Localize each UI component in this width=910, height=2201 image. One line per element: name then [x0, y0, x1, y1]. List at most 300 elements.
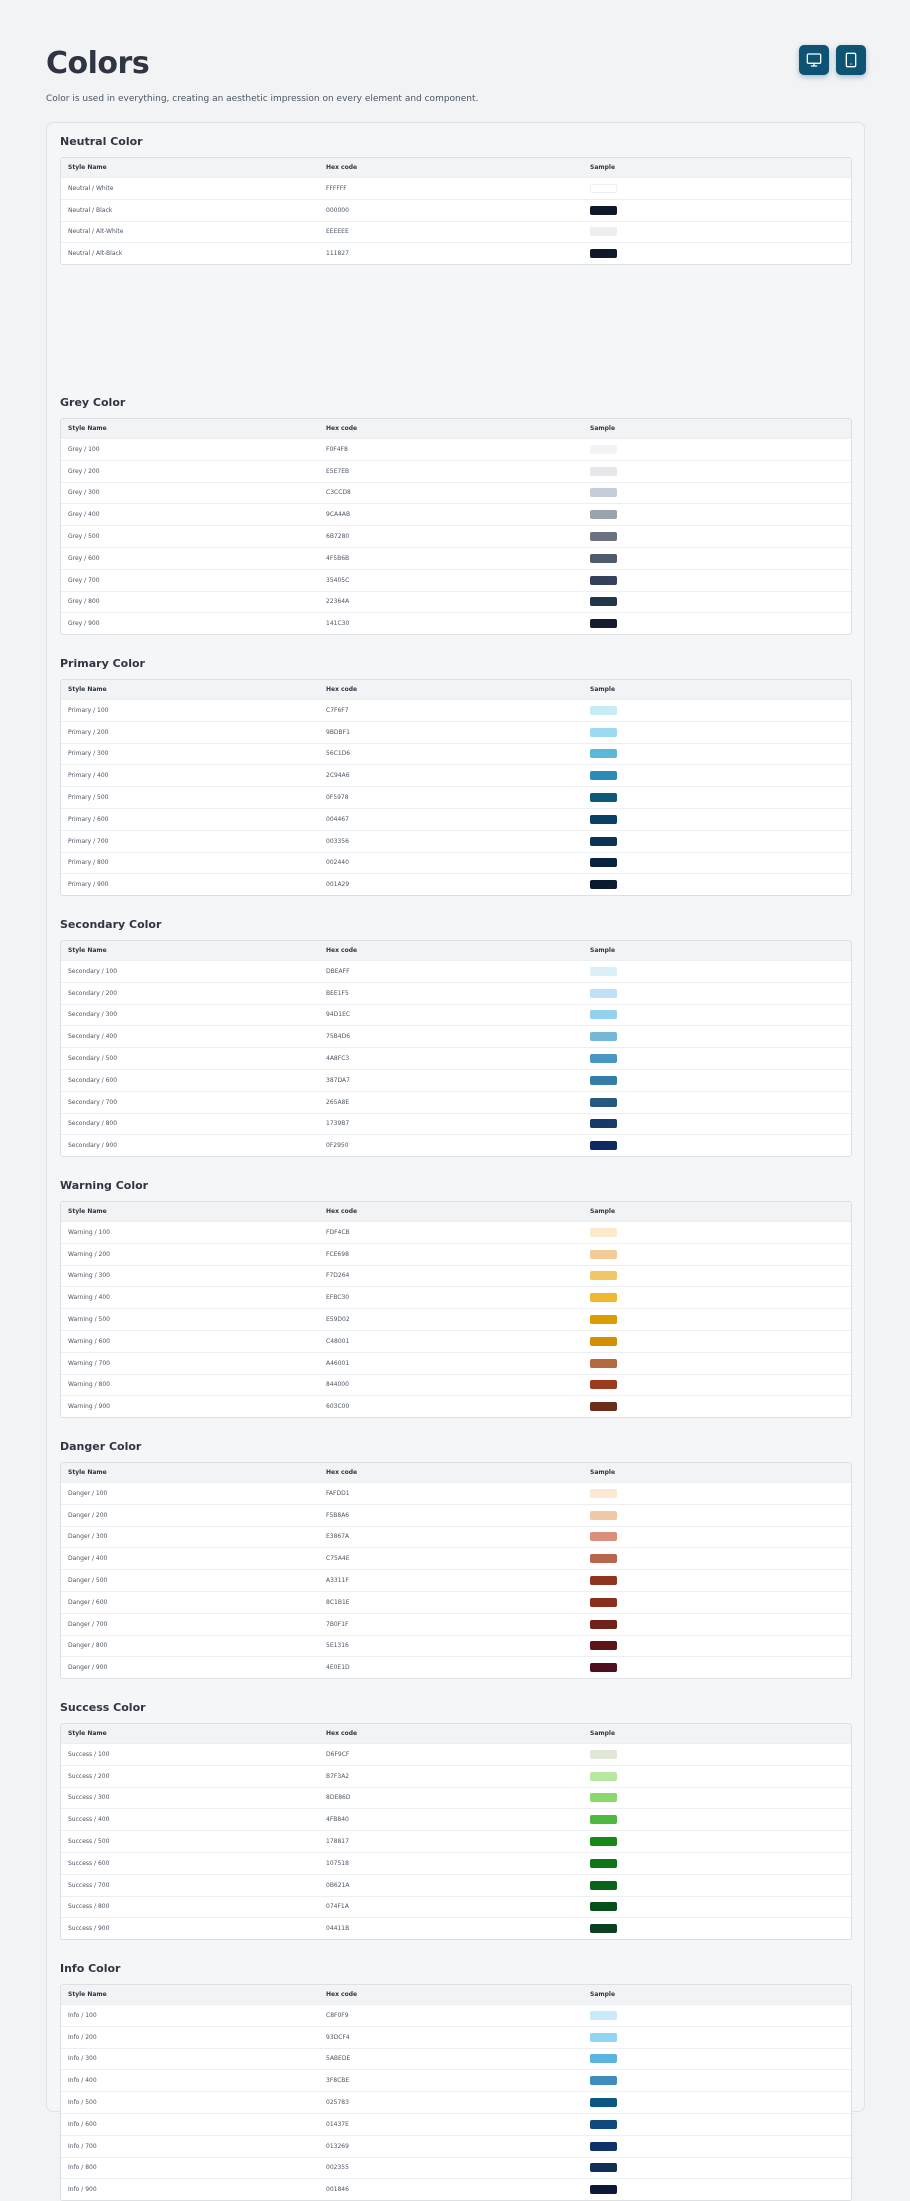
sample-cell: [587, 1532, 851, 1541]
color-swatch: [590, 2098, 617, 2107]
section-title: Secondary Color: [60, 918, 162, 931]
sample-cell: [587, 554, 851, 563]
hex-code-cell: C7F6F7: [326, 706, 349, 714]
sample-cell: [587, 619, 851, 628]
table-row: [61, 612, 851, 634]
style-name-cell: Warning / 400: [68, 1294, 110, 1302]
color-swatch: [590, 1576, 617, 1585]
style-name-cell: Success / 400: [68, 1816, 110, 1824]
hex-code-cell: 844000: [326, 1381, 349, 1389]
table-row: [61, 2113, 851, 2135]
sample-cell: [587, 249, 851, 258]
style-name-cell: Secondary / 900: [68, 1142, 118, 1150]
table-row: [61, 482, 851, 504]
color-swatch: [590, 2120, 617, 2129]
sample-cell: [587, 532, 851, 541]
hex-code-cell: 8C1B1E: [326, 1598, 350, 1606]
style-name-cell: Info / 200: [68, 2033, 97, 2041]
table-row: [61, 1330, 851, 1352]
sample-cell: [587, 1663, 851, 1672]
color-swatch: [590, 597, 617, 606]
style-name-cell: Primary / 900: [68, 881, 109, 889]
color-swatch: [590, 488, 617, 497]
color-swatch: [590, 1793, 617, 1802]
sample-cell: [587, 1359, 851, 1368]
table-row: [61, 1265, 851, 1287]
style-name-cell: Danger / 500: [68, 1577, 108, 1585]
sample-cell: [587, 206, 851, 215]
color-swatch: [590, 619, 617, 628]
table-row: [61, 1808, 851, 1830]
hex-code-cell: E59D02: [326, 1316, 350, 1324]
hex-code-cell: 178817: [326, 1838, 349, 1846]
color-swatch: [590, 1098, 617, 1107]
sample-cell: [587, 2163, 851, 2172]
hex-code-cell: 9CA4AB: [326, 511, 351, 519]
sample-cell: [587, 1772, 851, 1781]
column-header-hex-code: Hex code: [326, 425, 358, 432]
color-swatch: [590, 1881, 617, 1890]
table-row: [61, 1591, 851, 1613]
hex-code-cell: 001846: [326, 2186, 349, 2194]
color-section: [60, 1179, 852, 1418]
color-swatch: [590, 1010, 617, 1019]
style-name-cell: Warning / 200: [68, 1250, 110, 1258]
style-name-cell: Info / 700: [68, 2142, 97, 2150]
style-name-cell: Secondary / 600: [68, 1076, 118, 1084]
style-name-cell: Grey / 300: [68, 489, 100, 497]
style-name-cell: Secondary / 800: [68, 1120, 118, 1128]
style-name-cell: Neutral / White: [68, 184, 114, 192]
table-row: [61, 1286, 851, 1308]
table-header: [61, 419, 851, 438]
style-name-cell: Primary / 600: [68, 815, 109, 823]
sample-cell: [587, 815, 851, 824]
sample-cell: [587, 1228, 851, 1237]
table-row: [61, 1787, 851, 1809]
color-section: [60, 1962, 852, 2201]
hex-code-cell: C3CCD8: [326, 489, 351, 497]
sample-cell: [587, 771, 851, 780]
hex-code-cell: 0F5978: [326, 794, 349, 802]
style-name-cell: Danger / 800: [68, 1642, 108, 1650]
sample-cell: [587, 467, 851, 476]
color-swatch: [590, 880, 617, 889]
hex-code-cell: 6B7280: [326, 533, 350, 541]
color-table: [60, 418, 852, 635]
style-name-cell: Info / 500: [68, 2099, 97, 2107]
color-swatch: [590, 206, 617, 215]
hex-code-cell: F5B8A6: [326, 1511, 350, 1519]
table-row: [61, 1091, 851, 1113]
color-swatch: [590, 184, 617, 193]
color-swatch: [590, 1119, 617, 1128]
color-swatch: [590, 1271, 617, 1280]
table-row: [61, 1765, 851, 1787]
table-header: [61, 1463, 851, 1482]
sample-cell: [587, 2054, 851, 2063]
sample-cell: [587, 2120, 851, 2129]
hex-code-cell: DBEAFF: [326, 967, 350, 975]
color-swatch: [590, 445, 617, 454]
style-name-cell: Danger / 600: [68, 1598, 108, 1606]
color-swatch: [590, 1532, 617, 1541]
sample-cell: [587, 1337, 851, 1346]
color-swatch: [590, 576, 617, 585]
sample-cell: [587, 184, 851, 193]
color-section: [60, 135, 852, 265]
hex-code-cell: 5E1316: [326, 1642, 349, 1650]
sample-cell: [587, 1598, 851, 1607]
table-row: [61, 1482, 851, 1504]
style-name-cell: Secondary / 700: [68, 1098, 118, 1106]
sample-cell: [587, 1032, 851, 1041]
column-header-hex-code: Hex code: [326, 1208, 358, 1215]
sample-cell: [587, 1859, 851, 1868]
hex-code-cell: 7B0F1F: [326, 1620, 349, 1628]
table-row: [61, 1243, 851, 1265]
table-row: [61, 1025, 851, 1047]
sample-cell: [587, 2185, 851, 2194]
table-row: [61, 873, 851, 895]
color-swatch: [590, 1837, 617, 1846]
sample-cell: [587, 1076, 851, 1085]
table-row: [61, 1308, 851, 1330]
hex-code-cell: 22364A: [326, 598, 350, 606]
sample-cell: [587, 1315, 851, 1324]
table-header: [61, 680, 851, 699]
sample-cell: [587, 597, 851, 606]
style-name-cell: Info / 400: [68, 2077, 97, 2085]
desktop-view-button[interactable]: [799, 45, 829, 75]
style-name-cell: Success / 600: [68, 1859, 110, 1867]
color-swatch: [590, 1402, 617, 1411]
color-palette-container: [46, 122, 865, 2194]
sample-cell: [587, 1576, 851, 1585]
color-swatch: [590, 2054, 617, 2063]
style-name-cell: Danger / 700: [68, 1620, 108, 1628]
style-name-cell: Primary / 700: [68, 837, 109, 845]
color-swatch: [590, 1076, 617, 1085]
table-row: [61, 1004, 851, 1026]
column-header-hex-code: Hex code: [326, 686, 358, 693]
hex-code-cell: A3311F: [326, 1577, 349, 1585]
table-row: [61, 199, 851, 221]
style-name-cell: Warning / 500: [68, 1316, 110, 1324]
style-name-cell: Warning / 100: [68, 1228, 110, 1236]
table-row: [61, 1743, 851, 1765]
hex-code-cell: 111827: [326, 250, 349, 258]
color-swatch: [590, 837, 617, 846]
column-header-hex-code: Hex code: [326, 1991, 358, 1998]
sample-cell: [587, 1141, 851, 1150]
color-swatch: [590, 2011, 617, 2020]
style-name-cell: Grey / 100: [68, 445, 100, 453]
style-name-cell: Warning / 900: [68, 1403, 110, 1411]
table-row: [61, 808, 851, 830]
color-swatch: [590, 1772, 617, 1781]
color-table: [60, 1462, 852, 1679]
color-swatch: [590, 1141, 617, 1150]
table-row: [61, 1134, 851, 1156]
color-swatch: [590, 1337, 617, 1346]
color-swatch: [590, 793, 617, 802]
page-subtitle: Color is used in everything, creating an aesthetic impression on every element and component.: [46, 94, 479, 104]
style-name-cell: Neutral / Black: [68, 206, 113, 214]
style-name-cell: Danger / 100: [68, 1489, 108, 1497]
hex-code-cell: F0F4F8: [326, 445, 348, 453]
color-swatch: [590, 1620, 617, 1629]
sample-cell: [587, 227, 851, 236]
hex-code-cell: A46001: [326, 1359, 350, 1367]
style-name-cell: Warning / 700: [68, 1359, 110, 1367]
table-row: [61, 1069, 851, 1091]
style-name-cell: Info / 800: [68, 2164, 97, 2172]
table-row: [61, 852, 851, 874]
sample-cell: [587, 1402, 851, 1411]
table-row: [61, 2069, 851, 2091]
column-header-style-name: Style Name: [68, 425, 107, 432]
color-swatch: [590, 2142, 617, 2151]
column-header-sample: Sample: [590, 686, 616, 693]
hex-code-cell: EEEEEE: [326, 228, 349, 236]
color-swatch: [590, 1815, 617, 1824]
column-header-hex-code: Hex code: [326, 164, 358, 171]
table-row: [61, 438, 851, 460]
column-header-hex-code: Hex code: [326, 1469, 358, 1476]
column-header-style-name: Style Name: [68, 1469, 107, 1476]
color-swatch: [590, 1489, 617, 1498]
style-name-cell: Grey / 500: [68, 533, 100, 541]
sample-cell: [587, 706, 851, 715]
table-row: [61, 1504, 851, 1526]
color-swatch: [590, 858, 617, 867]
hex-code-cell: E5E7EB: [326, 467, 350, 475]
color-table: [60, 679, 852, 896]
table-row: [61, 764, 851, 786]
table-row: [61, 1656, 851, 1678]
hex-code-cell: 001A29: [326, 881, 350, 889]
style-name-cell: Warning / 300: [68, 1272, 110, 1280]
color-swatch: [590, 1859, 617, 1868]
sample-cell: [587, 749, 851, 758]
table-row: [61, 1569, 851, 1591]
table-row: [61, 221, 851, 243]
table-header: [61, 1985, 851, 2004]
color-section: [60, 396, 852, 635]
table-row: [61, 830, 851, 852]
mobile-view-button[interactable]: [836, 45, 866, 75]
style-name-cell: Info / 900: [68, 2186, 97, 2194]
color-swatch: [590, 532, 617, 541]
color-swatch: [590, 1054, 617, 1063]
style-name-cell: Grey / 800: [68, 598, 100, 606]
hex-code-cell: 141C30: [326, 620, 350, 628]
sample-cell: [587, 1098, 851, 1107]
color-swatch: [590, 1511, 617, 1520]
table-row: [61, 2178, 851, 2200]
hex-code-cell: 01437E: [326, 2120, 349, 2128]
column-header-hex-code: Hex code: [326, 947, 358, 954]
color-swatch: [590, 510, 617, 519]
color-swatch: [590, 467, 617, 476]
table-row: [61, 699, 851, 721]
table-row: [61, 1874, 851, 1896]
sample-cell: [587, 1271, 851, 1280]
hex-code-cell: 94D1EC: [326, 1011, 351, 1019]
table-row: [61, 786, 851, 808]
hex-code-cell: 003356: [326, 837, 349, 845]
table-row: [61, 177, 851, 199]
style-name-cell: Info / 100: [68, 2011, 97, 2019]
column-header-sample: Sample: [590, 1730, 616, 1737]
style-name-cell: Primary / 100: [68, 706, 109, 714]
style-name-cell: Secondary / 500: [68, 1055, 118, 1063]
table-header: [61, 1202, 851, 1221]
smartphone-icon: [843, 52, 859, 68]
color-swatch: [590, 1663, 617, 1672]
hex-code-cell: BEE1F5: [326, 989, 349, 997]
sample-cell: [587, 1489, 851, 1498]
color-swatch: [590, 227, 617, 236]
sample-cell: [587, 1881, 851, 1890]
monitor-icon: [806, 52, 822, 68]
style-name-cell: Grey / 400: [68, 511, 100, 519]
table-row: [61, 569, 851, 591]
color-swatch: [590, 706, 617, 715]
sample-cell: [587, 1054, 851, 1063]
hex-code-cell: 5ABEDE: [326, 2055, 351, 2063]
section-title: Neutral Color: [60, 135, 143, 148]
sample-cell: [587, 488, 851, 497]
color-swatch: [590, 1032, 617, 1041]
table-row: [61, 2004, 851, 2026]
sample-cell: [587, 880, 851, 889]
sample-cell: [587, 1750, 851, 1759]
hex-code-cell: 35405C: [326, 576, 350, 584]
table-row: [61, 2048, 851, 2070]
color-swatch: [590, 1228, 617, 1237]
sample-cell: [587, 1815, 851, 1824]
hex-code-cell: FCE698: [326, 1250, 349, 1258]
sample-cell: [587, 2011, 851, 2020]
table-header: [61, 1724, 851, 1743]
hex-code-cell: 4F5B6B: [326, 554, 350, 562]
column-header-style-name: Style Name: [68, 1208, 107, 1215]
color-swatch: [590, 1315, 617, 1324]
sample-cell: [587, 728, 851, 737]
style-name-cell: Info / 600: [68, 2120, 97, 2128]
sample-cell: [587, 1380, 851, 1389]
color-swatch: [590, 2076, 617, 2085]
sample-cell: [587, 1554, 851, 1563]
style-name-cell: Grey / 600: [68, 554, 100, 562]
color-swatch: [590, 2163, 617, 2172]
style-name-cell: Success / 100: [68, 1750, 110, 1758]
table-row: [61, 591, 851, 613]
sample-cell: [587, 1924, 851, 1933]
hex-code-cell: 387DA7: [326, 1076, 350, 1084]
hex-code-cell: C48001: [326, 1337, 350, 1345]
column-header-sample: Sample: [590, 947, 616, 954]
sample-cell: [587, 1293, 851, 1302]
hex-code-cell: 074F1A: [326, 1903, 349, 1911]
table-row: [61, 2091, 851, 2113]
hex-code-cell: 603C00: [326, 1403, 350, 1411]
column-header-sample: Sample: [590, 425, 616, 432]
table-row: [61, 960, 851, 982]
style-name-cell: Danger / 900: [68, 1664, 108, 1672]
color-swatch: [590, 815, 617, 824]
table-row: [61, 1374, 851, 1396]
color-swatch: [590, 249, 617, 258]
column-header-style-name: Style Name: [68, 1991, 107, 1998]
hex-code-cell: C75A4E: [326, 1555, 350, 1563]
hex-code-cell: 002440: [326, 859, 349, 867]
sample-cell: [587, 445, 851, 454]
page-title: Colors: [46, 46, 150, 81]
hex-code-cell: 013269: [326, 2142, 349, 2150]
sample-cell: [587, 1620, 851, 1629]
color-swatch: [590, 1293, 617, 1302]
section-title: Success Color: [60, 1701, 146, 1714]
hex-code-cell: FAFDD1: [326, 1489, 350, 1497]
style-name-cell: Grey / 200: [68, 467, 100, 475]
hex-code-cell: 107518: [326, 1859, 349, 1867]
hex-code-cell: FFFFFF: [326, 184, 347, 192]
column-header-style-name: Style Name: [68, 947, 107, 954]
hex-code-cell: 93DCF4: [326, 2033, 350, 2041]
sample-cell: [587, 1641, 851, 1650]
style-name-cell: Danger / 200: [68, 1511, 108, 1519]
color-swatch: [590, 1924, 617, 1933]
table-row: [61, 1113, 851, 1135]
sample-cell: [587, 793, 851, 802]
hex-code-cell: 4FB840: [326, 1816, 349, 1824]
table-row: [61, 460, 851, 482]
table-row: [61, 982, 851, 1004]
sample-cell: [587, 576, 851, 585]
column-header-sample: Sample: [590, 164, 616, 171]
style-name-cell: Neutral / Alt-Black: [68, 250, 123, 258]
hex-code-cell: 9BDBF1: [326, 728, 350, 736]
hex-code-cell: 2C94A6: [326, 772, 350, 780]
hex-code-cell: 0F2950: [326, 1142, 349, 1150]
style-name-cell: Success / 800: [68, 1903, 110, 1911]
style-name-cell: Grey / 700: [68, 576, 100, 584]
style-name-cell: Secondary / 400: [68, 1033, 118, 1041]
style-name-cell: Success / 200: [68, 1772, 110, 1780]
hex-code-cell: 265A8E: [326, 1098, 350, 1106]
style-name-cell: Info / 300: [68, 2055, 97, 2063]
color-table: [60, 1723, 852, 1940]
sample-cell: [587, 2076, 851, 2085]
style-name-cell: Warning / 600: [68, 1337, 110, 1345]
table-row: [61, 721, 851, 743]
column-header-style-name: Style Name: [68, 686, 107, 693]
color-swatch: [590, 728, 617, 737]
sample-cell: [587, 837, 851, 846]
color-swatch: [590, 2185, 617, 2194]
color-swatch: [590, 771, 617, 780]
color-table: [60, 1984, 852, 2201]
color-section: [60, 1701, 852, 1940]
table-row: [61, 1047, 851, 1069]
color-swatch: [590, 1750, 617, 1759]
table-row: [61, 1221, 851, 1243]
color-swatch: [590, 967, 617, 976]
sample-cell: [587, 2098, 851, 2107]
